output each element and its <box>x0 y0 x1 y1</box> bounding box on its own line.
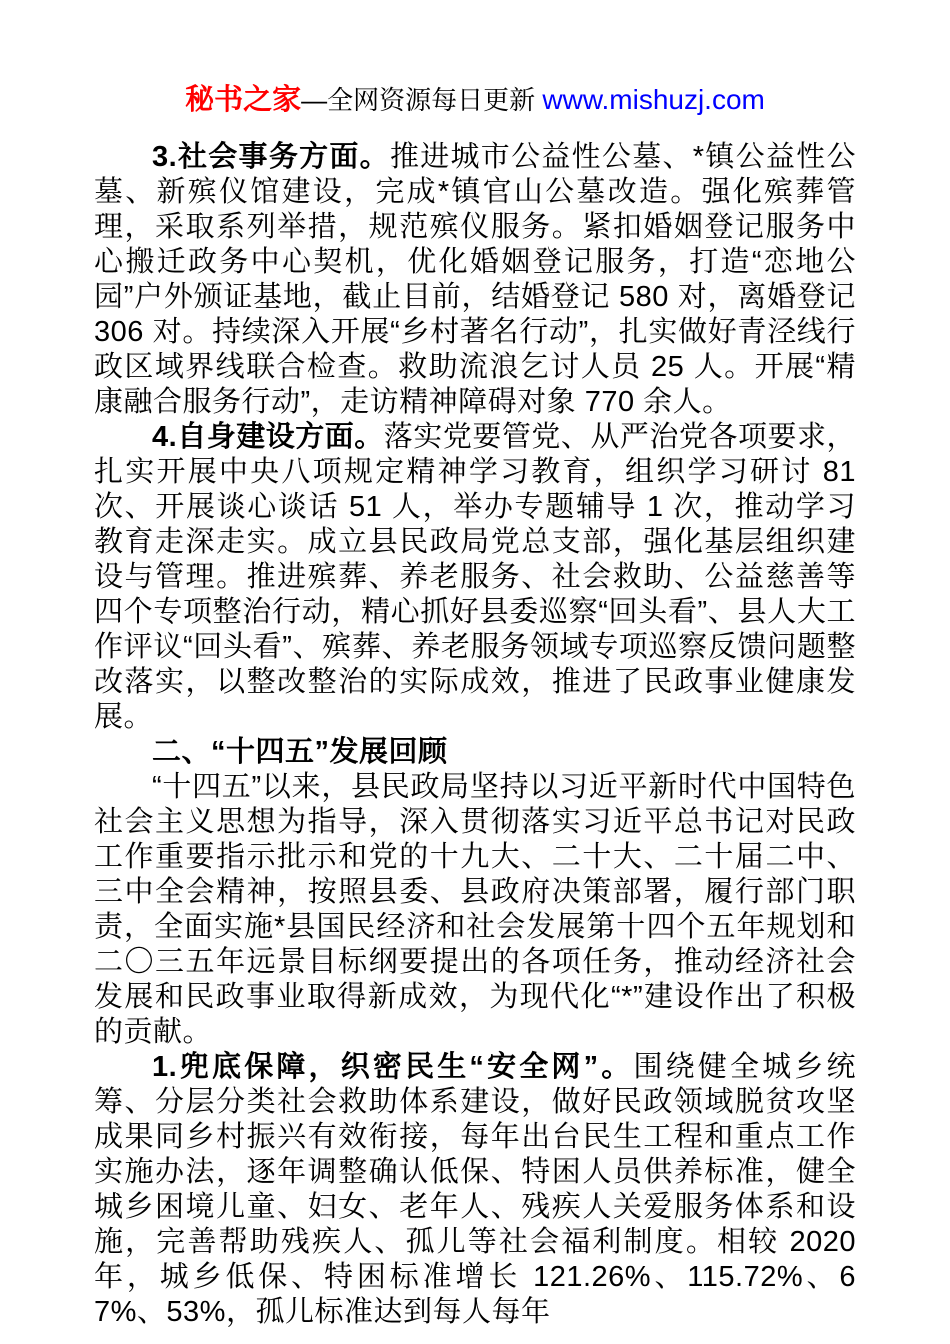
document-body <box>94 140 856 1330</box>
paragraph-social-affairs <box>94 140 856 420</box>
site-header <box>94 84 856 116</box>
paragraph-text: 推进城市公益性公墓、*镇公益性公墓、新殡仪馆建设，完成*镇官山公墓改造。强化殡葬管理，采取系列举措，规范殡仪服务。紧扣婚姻登记服务中心搬迁政务中心契机，优化婚姻登记服务，打造“恋地公园”户外颁证基地，截止目前，结婚登记 580 对，离婚登记 306 对。持续深入开展“乡村著名行动”，扎实做好青泾线行政区域界线联合检查。救助流浪乞讨人员 25 人。开展“精康融合服务行动”，走访精神障碍对象 770 余人。 <box>94 141 856 418</box>
site-url-link[interactable]: www.mishuzj.com <box>542 84 765 115</box>
paragraph-safety-net <box>94 1050 856 1330</box>
paragraph-lead: 4.自身建设方面。 <box>152 421 384 453</box>
paragraph-text: “十四五”以来，县民政局坚持以习近平新时代中国特色社会主义思想为指导，深入贯彻落实习近平总书记对民政工作重要指示批示和党的十九大、二十大、二十届二中、三中全会精神，按照县委、县政府决策部署，履行部门职责，全面实施*县国民经济和社会发展第十四个五年规划和二〇三五年远景目标纲要提出的各项任务，推动经济社会发展和民政事业取得新成效，为现代化“*”建设作出了积极的贡献。 <box>94 771 856 1048</box>
paragraph-lead: 1.兜底保障，织密民生“安全网”。 <box>152 1051 634 1083</box>
section-heading-14th-five-year-review: 二、“十四五”发展回顾 <box>152 736 448 768</box>
paragraph-self-construction <box>94 420 856 735</box>
paragraph-text: 围绕健全城乡统筹、分层分类社会救助体系建设，做好民政领域脱贫攻坚成果同乡村振兴有效衔接，每年出台民生工程和重点工作实施办法，逐年调整确认低保、特困人员供养标准，健全城乡困境儿童、妇女、老年人、残疾人关爱服务体系和设施，完善帮助残疾人、孤儿等社会福利制度。相较 2020 年，城乡低保、特困标准增长 121.26%、115.72%、67%、53%，孤儿标准达到每人每年 <box>94 1051 856 1328</box>
site-tagline: —全网资源每日更新 <box>301 85 543 115</box>
paragraph-lead: 3.社会事务方面。 <box>152 141 390 173</box>
paragraph-14th-five-year-overview <box>94 770 856 1050</box>
site-brand: 秘书之家 <box>185 84 302 116</box>
paragraph-text: 落实党要管党、从严治党各项要求，扎实开展中央八项规定精神学习教育，组织学习研讨 81 次、开展谈心谈话 51 人，举办专题辅导 1 次，推动学习教育走深走实。成立县民政局党总支部，强化基层组织建设与管理。推进殡葬、养老服务、社会救助、公益慈善等四个专项整治行动，精心抓好县委巡察“回头看”、县人大工作评议“回头看”、殡葬、养老服务领域专项巡察反馈问题整改落实，以整改整治的实际成效，推进了民政事业健康发展。 <box>94 421 856 733</box>
